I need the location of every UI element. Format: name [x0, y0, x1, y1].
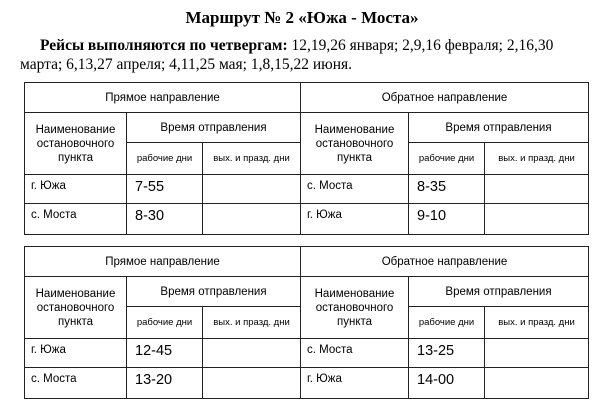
table-row — [25, 204, 589, 235]
route-title: Маршрут № 2 «Южа - Моста» — [185, 8, 419, 27]
stop-name-cell: с. Моста — [301, 175, 409, 204]
schedule-paragraph — [20, 36, 596, 74]
departure-time-header: Время отправления — [127, 277, 301, 307]
workdays-header: рабочие дни — [409, 143, 485, 175]
workday-time-cell: 12-45 — [127, 339, 203, 368]
schedule-table-2 — [24, 246, 589, 399]
workdays-header: рабочие дни — [409, 307, 485, 339]
holiday-time-cell — [485, 175, 589, 204]
backward-direction-header: Обратное направление — [301, 83, 589, 113]
holiday-time-cell — [203, 175, 301, 204]
schedule-dates: 12,19,26 января; 2,9,16 февраля; 2,16,30 марта; 6,13,27 апреля; 4,11,25 мая; 1,8,15,22 июня. — [20, 37, 554, 73]
workdays-header: рабочие дни — [127, 143, 203, 175]
table-row — [25, 339, 589, 368]
holiday-time-cell — [485, 368, 589, 399]
stop-name-header: Наименование остановочного пункта — [25, 277, 127, 339]
forward-direction-header: Прямое направление — [25, 83, 301, 113]
departure-time-header: Время отправления — [409, 113, 589, 143]
holiday-time-cell — [203, 368, 301, 399]
workday-time-cell: 8-30 — [127, 204, 203, 235]
holidays-header: вых. и празд. дни — [485, 143, 589, 175]
workday-time-cell: 7-55 — [127, 175, 203, 204]
stop-name-header: Наименование остановочного пункта — [301, 113, 409, 175]
stop-name-cell: с. Моста — [25, 204, 127, 235]
stop-name-cell: с. Моста — [25, 368, 127, 399]
workday-time-cell: 14-00 — [409, 368, 485, 399]
stop-name-cell: г. Южа — [25, 175, 127, 204]
stop-name-header: Наименование остановочного пункта — [25, 113, 127, 175]
stop-name-cell: г. Южа — [301, 204, 409, 235]
workday-time-cell: 13-20 — [127, 368, 203, 399]
stop-name-cell: г. Южа — [25, 339, 127, 368]
schedule-table-1 — [24, 82, 589, 235]
holidays-header: вых. и празд. дни — [203, 143, 301, 175]
stop-name-cell: г. Южа — [301, 368, 409, 399]
forward-direction-header: Прямое направление — [25, 247, 301, 277]
holiday-time-cell — [203, 339, 301, 368]
holiday-time-cell — [485, 204, 589, 235]
backward-direction-header: Обратное направление — [301, 247, 589, 277]
table-row — [25, 175, 589, 204]
workdays-header: рабочие дни — [127, 307, 203, 339]
departure-time-header: Время отправления — [127, 113, 301, 143]
workday-time-cell: 13-25 — [409, 339, 485, 368]
table-row — [25, 368, 589, 399]
stop-name-header: Наименование остановочного пункта — [301, 277, 409, 339]
departure-time-header: Время отправления — [409, 277, 589, 307]
schedule-lead: Рейсы выполняются по четвергам: — [40, 37, 288, 54]
workday-time-cell: 9-10 — [409, 204, 485, 235]
stop-name-cell: с. Моста — [301, 339, 409, 368]
holiday-time-cell — [203, 204, 301, 235]
holidays-header: вых. и празд. дни — [485, 307, 589, 339]
holidays-header: вых. и празд. дни — [203, 307, 301, 339]
workday-time-cell: 8-35 — [409, 175, 485, 204]
holiday-time-cell — [485, 339, 589, 368]
